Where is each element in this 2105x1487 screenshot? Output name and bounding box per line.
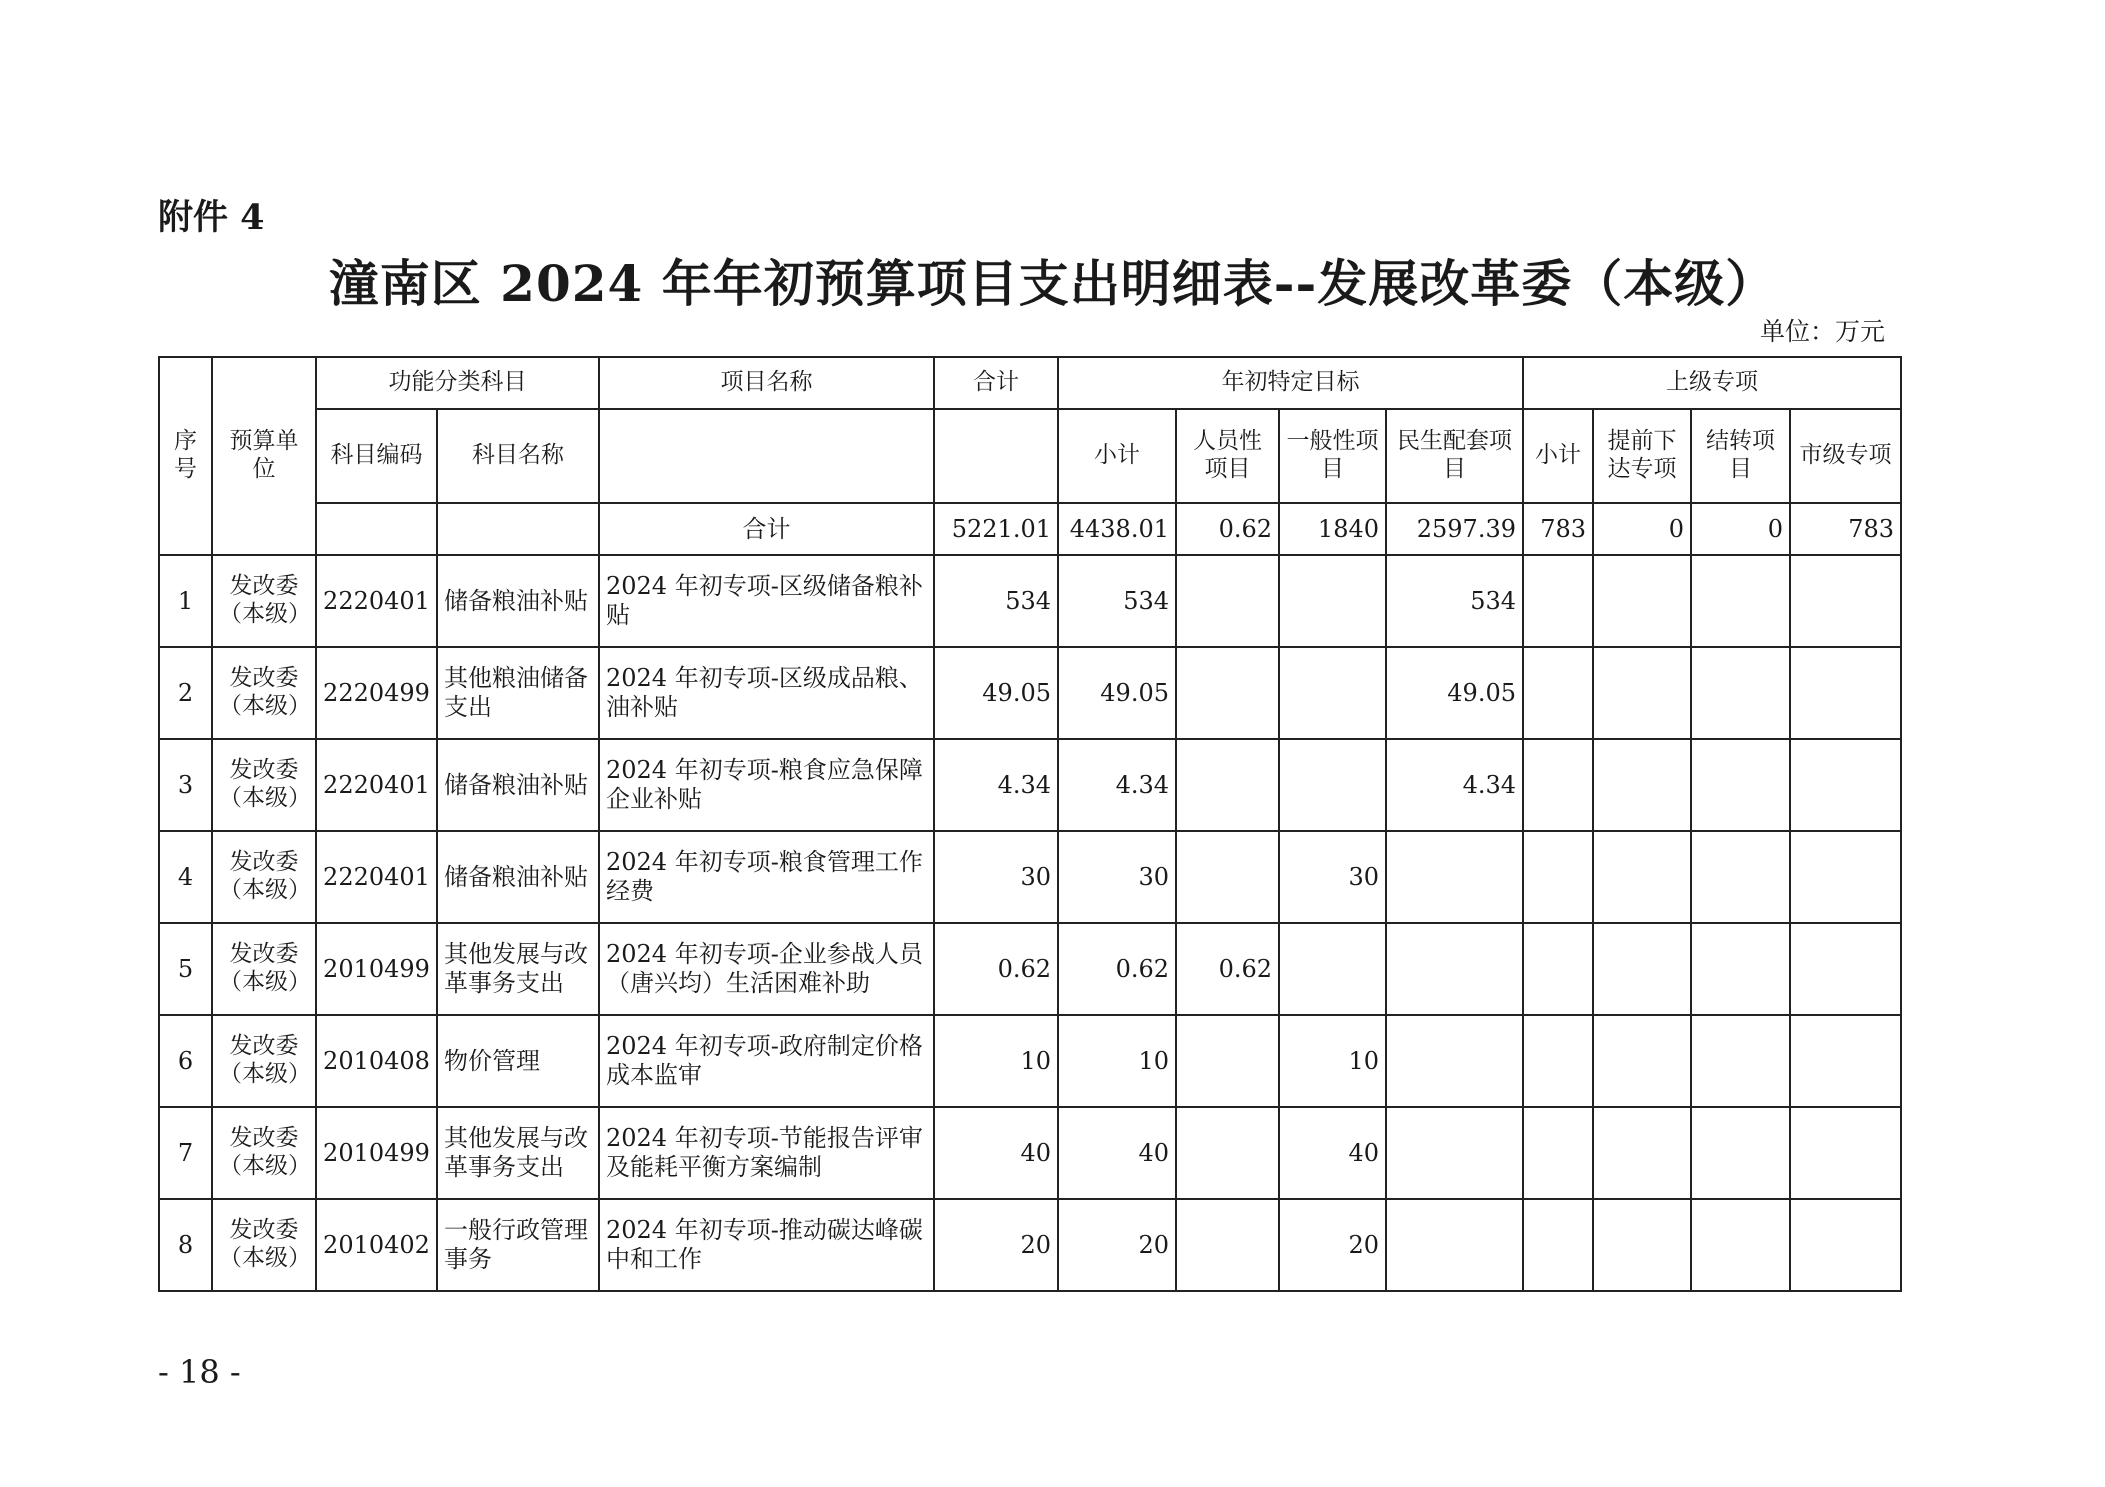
col-carryover: 结转项目 bbox=[1691, 409, 1790, 503]
totals-sup-subtotal: 783 bbox=[1523, 503, 1593, 555]
cell-seq: 2 bbox=[159, 647, 212, 739]
cell-general bbox=[1279, 555, 1386, 647]
cell-seq: 3 bbox=[159, 739, 212, 831]
table-row bbox=[159, 923, 1901, 1015]
cell-project: 2024 年初专项-粮食管理工作经费 bbox=[599, 831, 934, 923]
col-subject-code: 科目编码 bbox=[316, 409, 437, 503]
cell-project: 2024 年初专项-企业参战人员（唐兴均）生活困难补助 bbox=[599, 923, 934, 1015]
cell-personnel: 0.62 bbox=[1176, 923, 1279, 1015]
cell-livelihood: 4.34 bbox=[1386, 739, 1523, 831]
cell-livelihood bbox=[1386, 831, 1523, 923]
col-func-class: 功能分类科目 bbox=[316, 357, 599, 409]
cell-total: 0.62 bbox=[934, 923, 1058, 1015]
table-row bbox=[159, 555, 1901, 647]
cell-subject-name: 其他粮油储备支出 bbox=[437, 647, 599, 739]
col-total-blank bbox=[934, 409, 1058, 503]
cell-unit: 发改委（本级） bbox=[212, 1199, 316, 1291]
col-personnel: 人员性项目 bbox=[1176, 409, 1279, 503]
page-title: 潼南区 2024 年年初预算项目支出明细表--发展改革委（本级） bbox=[328, 254, 1777, 313]
cell-unit: 发改委（本级） bbox=[212, 555, 316, 647]
table-row bbox=[159, 1015, 1901, 1107]
cell-livelihood bbox=[1386, 923, 1523, 1015]
cell-subject-name: 物价管理 bbox=[437, 1015, 599, 1107]
page-number: - 18 - bbox=[158, 1353, 241, 1391]
cell-subtotal: 4.34 bbox=[1058, 739, 1176, 831]
totals-row bbox=[159, 503, 1901, 555]
totals-advance: 0 bbox=[1593, 503, 1691, 555]
cell-personnel bbox=[1176, 739, 1279, 831]
cell-general bbox=[1279, 923, 1386, 1015]
cell-personnel bbox=[1176, 831, 1279, 923]
header-row-2 bbox=[159, 409, 1901, 503]
cell-project: 2024 年初专项-区级储备粮补贴 bbox=[599, 555, 934, 647]
col-project-name: 项目名称 bbox=[599, 357, 934, 409]
totals-subtotal: 4438.01 bbox=[1058, 503, 1176, 555]
cell-seq: 7 bbox=[159, 1107, 212, 1199]
cell-code: 2220401 bbox=[316, 739, 437, 831]
totals-carryover: 0 bbox=[1691, 503, 1790, 555]
cell-livelihood bbox=[1386, 1107, 1523, 1199]
col-seq: 序号 bbox=[159, 357, 212, 555]
cell-general: 20 bbox=[1279, 1199, 1386, 1291]
cell-seq: 4 bbox=[159, 831, 212, 923]
cell-subject-name: 其他发展与改革事务支出 bbox=[437, 1107, 599, 1199]
col-subtotal: 小计 bbox=[1058, 409, 1176, 503]
col-project-name-blank bbox=[599, 409, 934, 503]
cell-unit: 发改委（本级） bbox=[212, 923, 316, 1015]
cell-project: 2024 年初专项-节能报告评审及能耗平衡方案编制 bbox=[599, 1107, 934, 1199]
cell-livelihood bbox=[1386, 1015, 1523, 1107]
cell-subject-name: 储备粮油补贴 bbox=[437, 831, 599, 923]
cell-code: 2010402 bbox=[316, 1199, 437, 1291]
totals-city: 783 bbox=[1790, 503, 1901, 555]
cell-subject-name: 一般行政管理事务 bbox=[437, 1199, 599, 1291]
cell-seq: 1 bbox=[159, 555, 212, 647]
table-row bbox=[159, 831, 1901, 923]
cell-total: 10 bbox=[934, 1015, 1058, 1107]
cell-code: 2220499 bbox=[316, 647, 437, 739]
cell-subject-name: 储备粮油补贴 bbox=[437, 739, 599, 831]
cell-total: 4.34 bbox=[934, 739, 1058, 831]
totals-personnel: 0.62 bbox=[1176, 503, 1279, 555]
col-advance: 提前下达专项 bbox=[1593, 409, 1691, 503]
col-general: 一般性项目 bbox=[1279, 409, 1386, 503]
cell-code: 2010499 bbox=[316, 923, 437, 1015]
cell-general bbox=[1279, 647, 1386, 739]
cell-livelihood bbox=[1386, 1199, 1523, 1291]
unit-label: 单位：万元 bbox=[1759, 317, 1885, 346]
cell-general bbox=[1279, 739, 1386, 831]
col-livelihood: 民生配套项目 bbox=[1386, 409, 1523, 503]
cell-subtotal: 10 bbox=[1058, 1015, 1176, 1107]
cell-code: 2010499 bbox=[316, 1107, 437, 1199]
col-sup-subtotal: 小计 bbox=[1523, 409, 1593, 503]
col-superior: 上级专项 bbox=[1523, 357, 1901, 409]
attachment-label: 附件 4 bbox=[158, 197, 265, 238]
cell-personnel bbox=[1176, 1199, 1279, 1291]
cell-total: 20 bbox=[934, 1199, 1058, 1291]
cell-project: 2024 年初专项-推动碳达峰碳中和工作 bbox=[599, 1199, 934, 1291]
cell-personnel bbox=[1176, 1015, 1279, 1107]
cell-general: 10 bbox=[1279, 1015, 1386, 1107]
cell-general: 30 bbox=[1279, 831, 1386, 923]
cell-personnel bbox=[1176, 555, 1279, 647]
cell-total: 40 bbox=[934, 1107, 1058, 1199]
budget-table bbox=[158, 356, 1902, 1292]
cell-total: 30 bbox=[934, 831, 1058, 923]
cell-unit: 发改委（本级） bbox=[212, 831, 316, 923]
cell-unit: 发改委（本级） bbox=[212, 1107, 316, 1199]
cell-general: 40 bbox=[1279, 1107, 1386, 1199]
totals-total: 5221.01 bbox=[934, 503, 1058, 555]
cell-code: 2010408 bbox=[316, 1015, 437, 1107]
cell-subtotal: 534 bbox=[1058, 555, 1176, 647]
cell-seq: 6 bbox=[159, 1015, 212, 1107]
col-total: 合计 bbox=[934, 357, 1058, 409]
table-row bbox=[159, 739, 1901, 831]
cell-subject-name: 储备粮油补贴 bbox=[437, 555, 599, 647]
totals-livelihood: 2597.39 bbox=[1386, 503, 1523, 555]
cell-personnel bbox=[1176, 1107, 1279, 1199]
cell-project: 2024 年初专项-粮食应急保障企业补贴 bbox=[599, 739, 934, 831]
table-row bbox=[159, 1199, 1901, 1291]
col-initial-target: 年初特定目标 bbox=[1058, 357, 1523, 409]
col-city: 市级专项 bbox=[1790, 409, 1901, 503]
cell-subject-name: 其他发展与改革事务支出 bbox=[437, 923, 599, 1015]
cell-personnel bbox=[1176, 647, 1279, 739]
cell-total: 534 bbox=[934, 555, 1058, 647]
cell-seq: 8 bbox=[159, 1199, 212, 1291]
totals-label: 合计 bbox=[599, 503, 934, 555]
cell-subtotal: 20 bbox=[1058, 1199, 1176, 1291]
cell-project: 2024 年初专项-区级成品粮、油补贴 bbox=[599, 647, 934, 739]
cell-code: 2220401 bbox=[316, 555, 437, 647]
cell-total: 49.05 bbox=[934, 647, 1058, 739]
cell-subtotal: 49.05 bbox=[1058, 647, 1176, 739]
cell-livelihood: 534 bbox=[1386, 555, 1523, 647]
cell-unit: 发改委（本级） bbox=[212, 1015, 316, 1107]
totals-general: 1840 bbox=[1279, 503, 1386, 555]
cell-project: 2024 年初专项-政府制定价格成本监审 bbox=[599, 1015, 934, 1107]
col-subject-name: 科目名称 bbox=[437, 409, 599, 503]
cell-livelihood: 49.05 bbox=[1386, 647, 1523, 739]
cell-subtotal: 0.62 bbox=[1058, 923, 1176, 1015]
cell-subtotal: 40 bbox=[1058, 1107, 1176, 1199]
cell-unit: 发改委（本级） bbox=[212, 647, 316, 739]
table-row bbox=[159, 1107, 1901, 1199]
cell-code: 2220401 bbox=[316, 831, 437, 923]
cell-seq: 5 bbox=[159, 923, 212, 1015]
header-row-1 bbox=[159, 357, 1901, 409]
cell-unit: 发改委（本级） bbox=[212, 739, 316, 831]
col-budget-unit: 预算单位 bbox=[212, 357, 316, 555]
cell-subtotal: 30 bbox=[1058, 831, 1176, 923]
table-row bbox=[159, 647, 1901, 739]
